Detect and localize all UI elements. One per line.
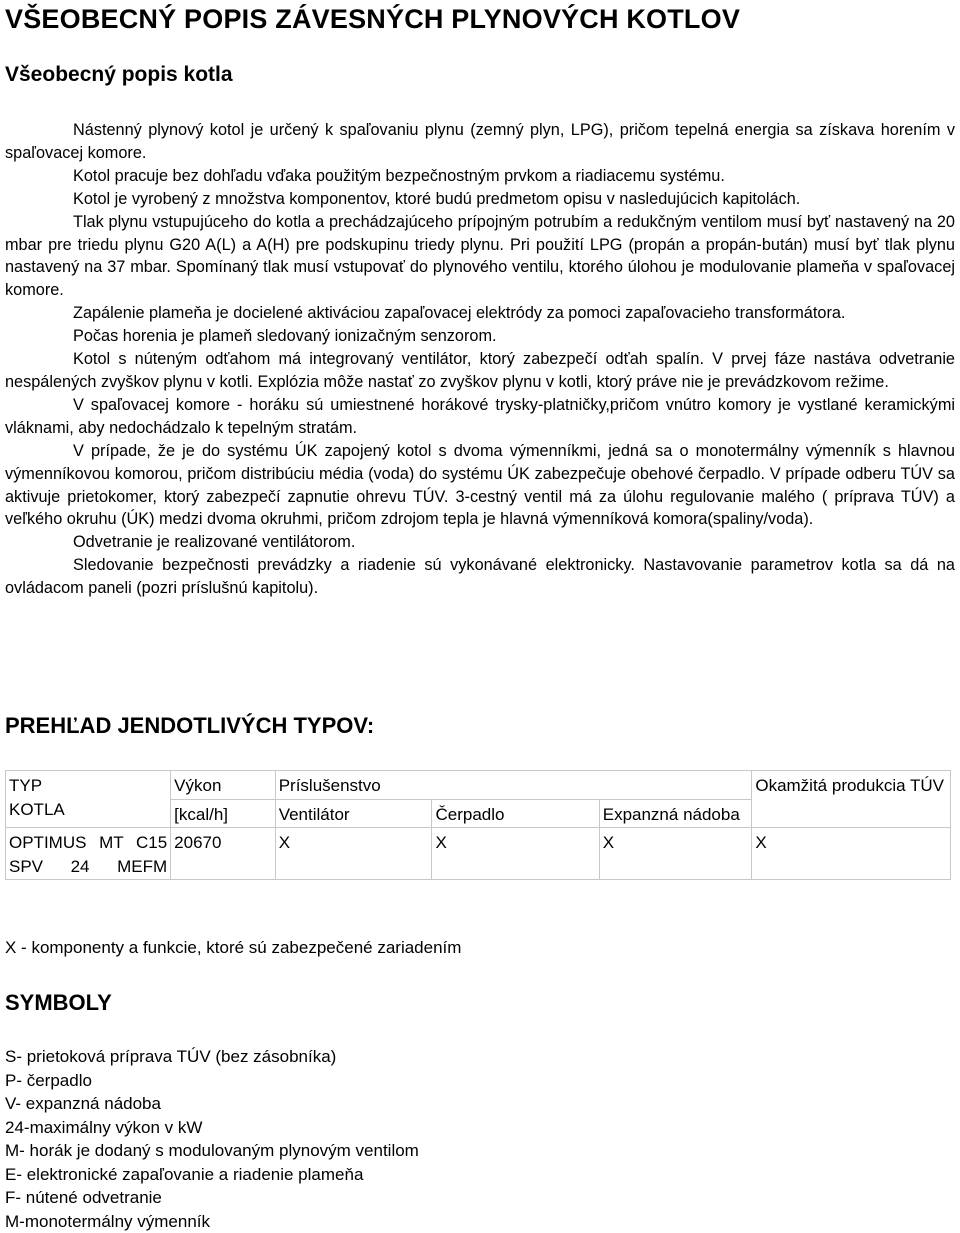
list-item: V- expanzná nádoba — [5, 1092, 419, 1116]
document-title: VŠEOBECNÝ POPIS ZÁVESNÝCH PLYNOVÝCH KOTLOV — [5, 4, 740, 35]
symbols-list — [5, 1045, 419, 1233]
header-cell-accessories: Príslušenstvo — [275, 771, 752, 800]
list-item: S- prietoková príprava TÚV (bez zásobníka) — [5, 1045, 419, 1069]
list-item: 24-maximálny výkon v kW — [5, 1116, 419, 1140]
paragraph: Sledovanie bezpečnosti prevádzky a riadenie sú vykonávané elektronicky. Nastavovanie parametrov kotla sa dá na ovládacom paneli (pozri príslušnú kapitolu). — [5, 554, 955, 600]
list-item: P- čerpadlo — [5, 1069, 419, 1093]
header-cell-type — [6, 771, 171, 828]
boiler-types-table — [5, 770, 951, 880]
paragraph: Odvetranie je realizované ventilátorom. — [5, 531, 955, 554]
cell-pump: X — [432, 828, 599, 880]
table-header-row — [6, 771, 951, 800]
header-type-line2: KOTLA — [9, 798, 167, 822]
table-row — [6, 828, 951, 880]
table-note: X - komponenty a funkcie, ktoré sú zabezpečené zariadením — [5, 938, 461, 958]
list-item: E- elektronické zapaľovanie a riadenie plameňa — [5, 1163, 419, 1187]
paragraph: Nástenný plynový kotol je určený k spaľovaniu plynu (zemný plyn, LPG), pričom tepelná energia sa získava horením v spaľovacej komore. — [5, 119, 955, 165]
paragraph: V prípade, že je do systému ÚK zapojený kotol s dvoma výmenníkmi, jedná sa o monotermálny výmenník s hlavnou výmenníkovou komorou, pričom distribúciu média (voda) do systému ÚK zabezpečuje obehové čerpadlo. V prípade odberu TÚV sa aktivuje prietokomer, ktorý zabezpečí zapnutie ohrevu TÚV. 3-cestný ventil má za úlohu regulovanie malého ( príprava TÚV) a veľkého okruhu (ÚK) medzi dvoma okruhmi, pričom zdrojom tepla je hlavná výmenníková komora(spaliny/voda). — [5, 440, 955, 532]
description-body — [5, 119, 955, 600]
list-item: M-monotermálny výmenník — [5, 1210, 419, 1233]
header-cell-tank: Expanzná nádoba — [599, 799, 752, 828]
cell-type: OPTIMUS MT C15 SPV 24 MEFM — [6, 828, 171, 880]
header-type-line1: TYP — [9, 774, 167, 798]
header-cell-instant: Okamžitá produkcia TÚV — [752, 771, 951, 828]
header-cell-power-unit: [kcal/h] — [171, 799, 276, 828]
cell-tank: X — [599, 828, 752, 880]
cell-instant: X — [752, 828, 951, 880]
cell-fan: X — [275, 828, 432, 880]
paragraph: Kotol je vyrobený z množstva komponentov, ktoré budú predmetom opisu v nasledujúcich kapitolách. — [5, 188, 955, 211]
paragraph: Kotol s núteným odťahom má integrovaný ventilátor, ktorý zabezpečí odťah spalín. V prvej fáze nastáva odvetranie nespálených zvyškov plynu v kotli. Explózia môže nastať zo zvyškov plynu v kotli, ktorý práve nie je prevádzkovom režime. — [5, 348, 955, 394]
paragraph: Zapálenie plameňa je docielené aktiváciou zapaľovacej elektródy za pomoci zapaľovacieho transformátora. — [5, 302, 955, 325]
cell-power: 20670 — [171, 828, 276, 880]
paragraph: Tlak plynu vstupujúceho do kotla a prechádzajúceho prípojným potrubím a redukčným ventilom musí byť nastavený na 20 mbar pre triedu plynu G20 A(L) a A(H) pre podskupinu triedy plynu. Pri použití LPG (propán a propán-bután) musí byť tlak plynu nastavený na 37 mbar. Spomínaný tlak musí vstupovať do plynového ventilu, ktorého úlohou je modulovanie plameňa v spaľovacej komore. — [5, 211, 955, 303]
section-heading-types: PREHĽAD JENDOTLIVÝCH TYPOV: — [5, 713, 374, 739]
header-cell-pump: Čerpadlo — [432, 799, 599, 828]
section-heading-symbols: SYMBOLY — [5, 990, 112, 1016]
section-heading-general: Všeobecný popis kotla — [5, 63, 233, 87]
list-item: M- horák je dodaný s modulovaným plynovým ventilom — [5, 1139, 419, 1163]
paragraph: Kotol pracuje bez dohľadu vďaka použitým bezpečnostným prvkom a riadiacemu systému. — [5, 165, 955, 188]
paragraph: Počas horenia je plameň sledovaný ionizačným senzorom. — [5, 325, 955, 348]
list-item: F- nútené odvetranie — [5, 1186, 419, 1210]
paragraph: V spaľovacej komore - horáku sú umiestnené horákové trysky-platničky,pričom vnútro komory je vystlané keramickými vláknami, aby nedochádzalo k tepelným stratám. — [5, 394, 955, 440]
header-cell-fan: Ventilátor — [275, 799, 432, 828]
header-cell-power: Výkon — [171, 771, 276, 800]
